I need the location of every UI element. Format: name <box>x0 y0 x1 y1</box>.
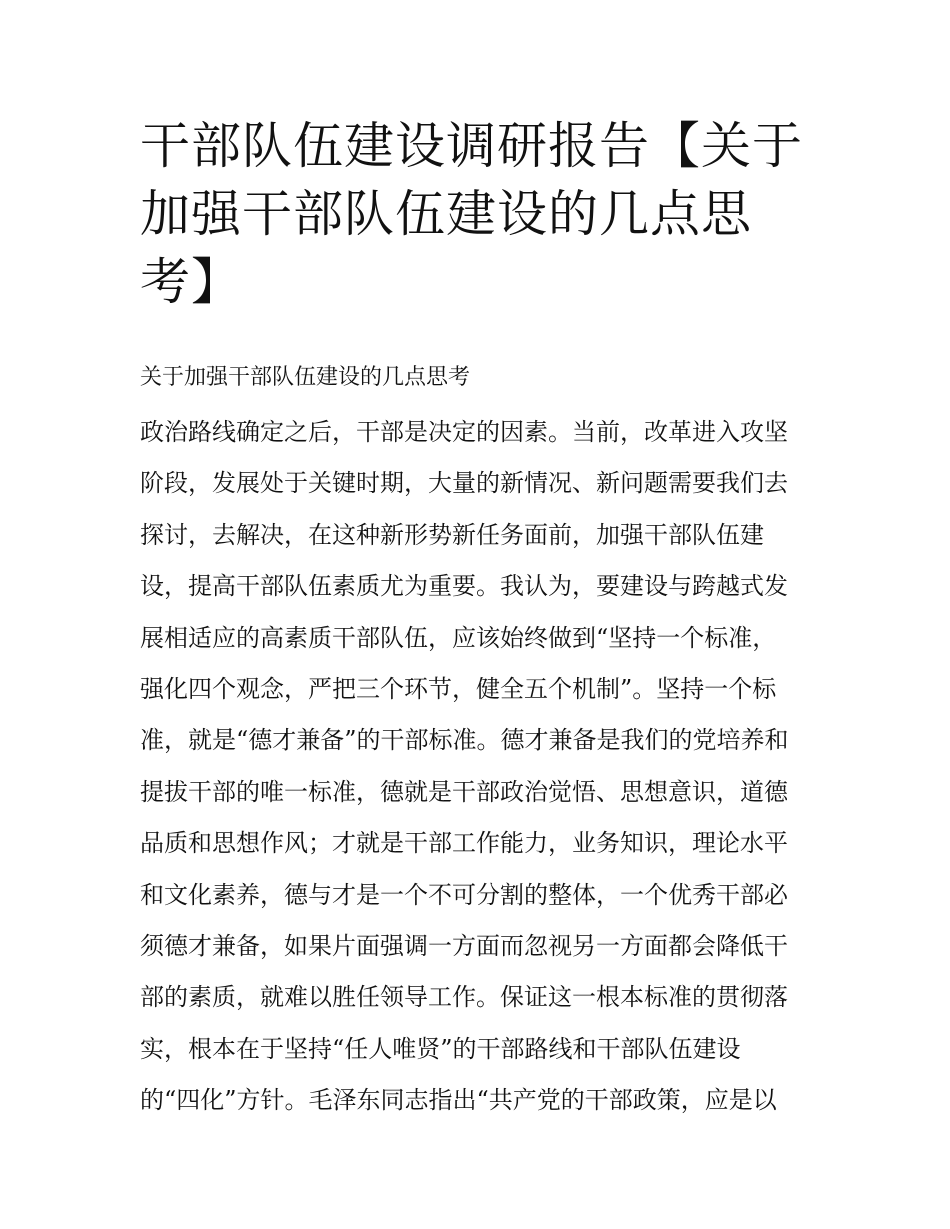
body-line: 探讨，去解决，在这种新形势新任务面前，加强干部队伍建 <box>140 520 764 549</box>
body-line: 阶段，发展处于关键时期，大量的新情况、新问题需要我们去 <box>140 469 788 498</box>
body-line: 政治路线确定之后，干部是决定的因素。当前，改革进入攻坚 <box>140 418 788 446</box>
body-line: 须德才兼备，如果片面强调一方面而忽视另一方面都会降低干 <box>140 931 788 960</box>
body-line: 准，就是“德才兼备”的干部标准。德才兼备是我们的党培养和 <box>140 726 789 755</box>
document-subtitle: 关于加强干部队伍建设的几点思考 <box>140 365 471 390</box>
title-line: 加强干部队伍建设的几点思 <box>140 185 752 243</box>
title-line: 干部队伍建设调研报告【关于 <box>140 117 803 175</box>
title-line: 考】 <box>140 253 242 311</box>
body-line: 和文化素养，德与才是一个不可分割的整体，一个优秀干部必 <box>140 880 788 909</box>
body-line: 实，根本在于坚持“任人唯贤”的干部路线和干部队伍建设 <box>140 1034 741 1063</box>
body-line: 的“四化”方针。毛泽东同志指出“共产党的干部政策，应是以 <box>140 1086 777 1115</box>
body-line: 品质和思想作风；才就是干部工作能力，业务知识，理论水平 <box>140 829 788 858</box>
body-line: 设，提高干部队伍素质尤为重要。我认为，要建设与跨越式发 <box>140 572 788 601</box>
body-line: 提拔干部的唯一标准，德就是干部政治觉悟、思想意识，道德 <box>140 777 788 806</box>
body-line: 部的素质，就难以胜任领导工作。保证这一根本标准的贯彻落 <box>140 983 788 1012</box>
body-line: 强化四个观念，严把三个环节，健全五个机制”。坚持一个标 <box>140 674 777 703</box>
body-text <box>140 412 789 1131</box>
document-title <box>140 112 840 316</box>
body-line: 展相适应的高素质干部队伍，应该始终做到“坚持一个标准， <box>140 623 777 652</box>
